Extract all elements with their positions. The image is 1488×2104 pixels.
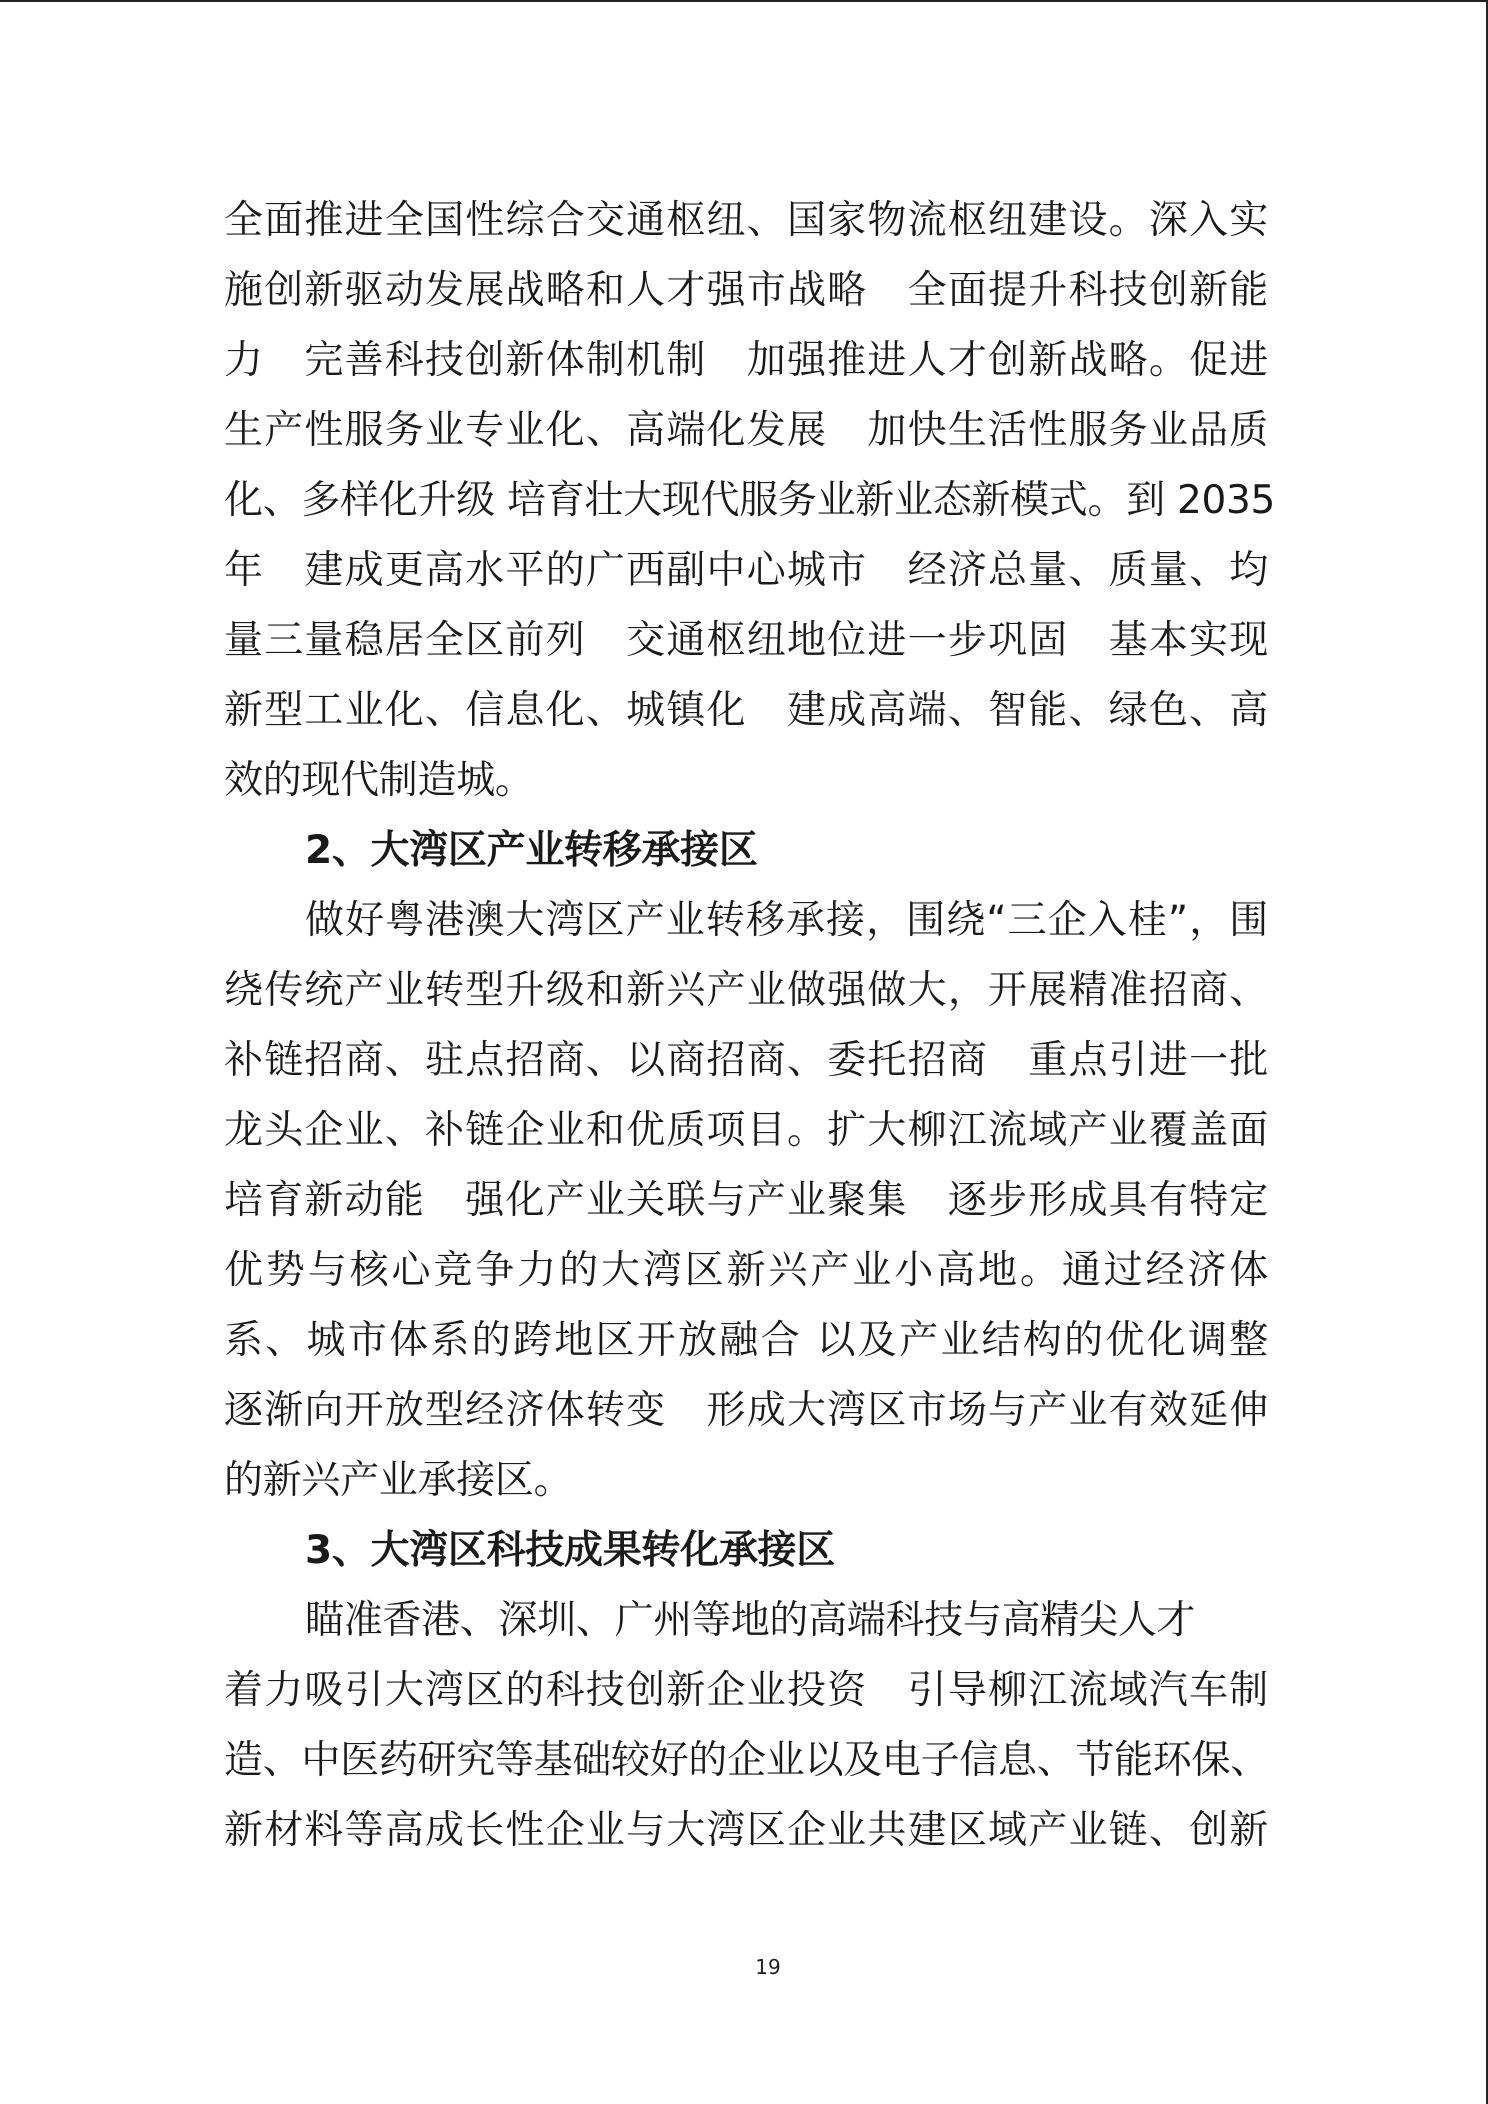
paragraph-line: 逐渐向开放型经济体转变 形成大湾区市场与产业有效延伸 [224,1388,1268,1433]
paragraph-line: 着力吸引大湾区的科技创新企业投资 引导柳江流域汽车制 [224,1668,1268,1713]
paragraph-line: 优势与核心竞争力的大湾区新兴产业小高地。通过经济体 [224,1248,1268,1293]
paragraph-line: 绕传统产业转型升级和新兴产业做强做大，开展精准招商、 [224,968,1268,1013]
document-body [224,186,1276,1866]
paragraph-line: 年 建成更高水平的广西副中心城市 经济总量、质量、均 [224,548,1268,593]
section-heading: 3、大湾区科技成果转化承接区 [305,1528,835,1573]
paragraph-line: 全面推进全国性综合交通枢纽、国家物流枢纽建设。深入实 [224,198,1268,243]
paragraph-line: 龙头企业、补链企业和优质项目。扩大柳江流域产业覆盖面 [224,1108,1268,1153]
paragraph-line: 新材料等高成长性企业与大湾区企业共建区域产业链、创新 [224,1808,1268,1853]
paragraph-line: 施创新驱动发展战略和人才强市战略 全面提升科技创新能 [224,268,1268,313]
paragraph-line: 力 完善科技创新体制机制 加强推进人才创新战略。促进 [224,338,1268,383]
paragraph-line: 培育新动能 强化产业关联与产业聚集 逐步形成具有特定 [224,1178,1268,1223]
paragraph-line: 的新兴产业承接区。 [224,1458,573,1503]
page-number: 19 [755,1955,781,1979]
paragraph-line: 造、中医药研究等基础较好的企业以及电子信息、节能环保、 [224,1738,1269,1783]
paragraph-line: 新型工业化、信息化、城镇化 建成高端、智能、绿色、高 [224,688,1268,733]
paragraph-line: 效的现代制造城。 [224,758,534,803]
paragraph-line: 补链招商、驻点招商、以商招商、委托招商 重点引进一批 [224,1038,1268,1083]
section-heading: 2、大湾区产业转移承接区 [305,828,758,873]
paragraph-line: 系、城市体系的跨地区开放融合 以及产业结构的优化调整 [224,1318,1268,1363]
paragraph-line: 量三量稳居全区前列 交通枢纽地位进一步巩固 基本实现 [224,618,1268,663]
paragraph-line: 瞄准香港、深圳、广州等地的高端科技与高精尖人才 [305,1598,1196,1643]
paragraph-line: 化、多样化升级 培育壮大现代服务业新业态新模式。到 2035 [224,478,1276,523]
paragraph-line: 生产性服务业专业化、高端化发展 加快生活性服务业品质 [224,408,1268,453]
paragraph-line: 做好粤港澳大湾区产业转移承接，围绕“三企入桂”，围 [305,898,1268,943]
